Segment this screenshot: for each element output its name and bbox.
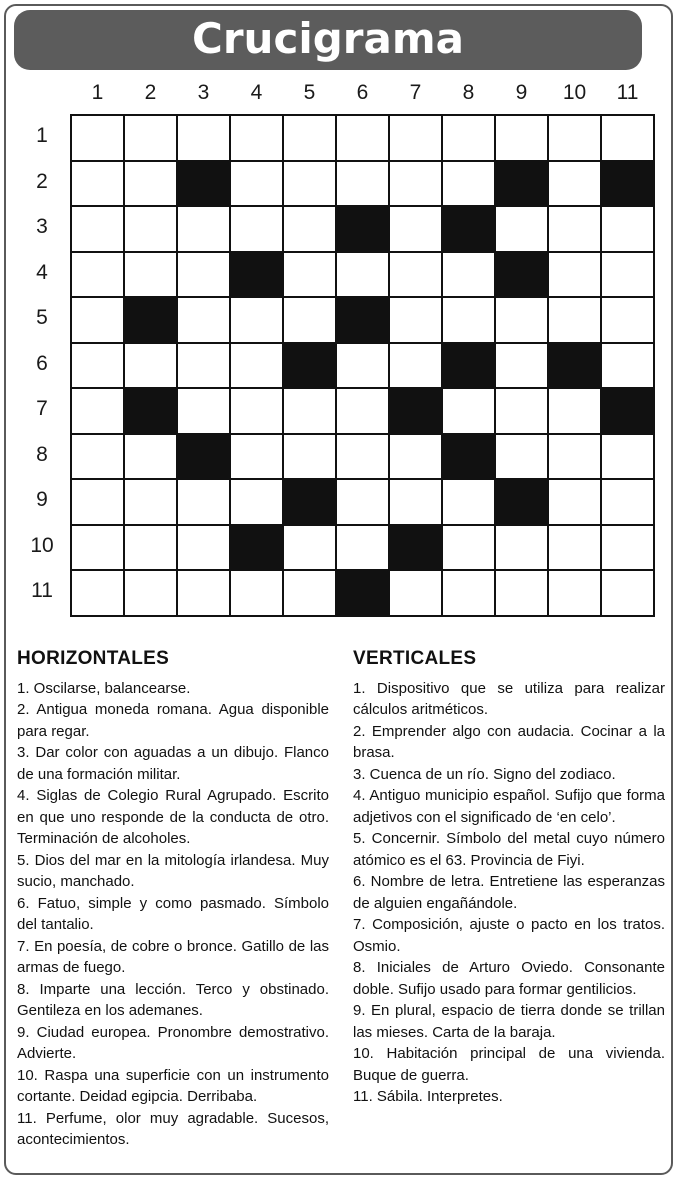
grid-cell[interactable]: [72, 389, 125, 435]
row-number: 9: [36, 488, 48, 511]
grid-cell[interactable]: [390, 116, 443, 162]
clues-vertical: [353, 648, 665, 1108]
grid-cell[interactable]: [125, 116, 178, 162]
grid-cell[interactable]: [72, 480, 125, 526]
black-cell: [602, 389, 655, 435]
grid-cell[interactable]: [496, 571, 549, 617]
clues-horizontal-heading: HORIZONTALES: [17, 648, 170, 669]
grid-cell[interactable]: [178, 207, 231, 253]
grid-cell[interactable]: [337, 344, 390, 390]
grid-cell[interactable]: [443, 253, 496, 299]
grid-cell[interactable]: [602, 435, 655, 481]
grid-cell[interactable]: [549, 207, 602, 253]
grid-cell[interactable]: [72, 344, 125, 390]
column-number: 9: [515, 81, 528, 104]
black-cell: [178, 435, 231, 481]
grid-cell[interactable]: [284, 207, 337, 253]
column-number: 2: [144, 81, 157, 104]
clue-item: 11. Perfume, olor muy agradable. Sucesos, acontecimientos.: [17, 1109, 329, 1148]
grid-cell[interactable]: [72, 298, 125, 344]
grid-cell[interactable]: [602, 571, 655, 617]
grid-cell[interactable]: [284, 116, 337, 162]
clue-item: 2. Emprender algo con audacia. Cocinar a la brasa.: [353, 722, 665, 761]
grid-cell[interactable]: [231, 571, 284, 617]
column-number: 11: [616, 81, 639, 104]
clue-item: 3. Dar color con aguadas a un dibujo. Flanco de una formación militar.: [17, 744, 329, 783]
clue-item: 2. Antigua moneda romana. Agua disponible para regar.: [17, 701, 329, 740]
grid-cell[interactable]: [72, 435, 125, 481]
grid-cell[interactable]: [602, 480, 655, 526]
grid-cell[interactable]: [390, 480, 443, 526]
grid-cell[interactable]: [125, 526, 178, 572]
grid-cell[interactable]: [549, 162, 602, 208]
clue-item: 10. Habitación principal de una vivienda. Buque de guerra.: [353, 1045, 665, 1084]
grid-cell[interactable]: [178, 480, 231, 526]
row-number: 4: [36, 260, 48, 284]
grid-cell[interactable]: [72, 526, 125, 572]
grid-cell[interactable]: [125, 253, 178, 299]
grid-cell[interactable]: [178, 298, 231, 344]
black-cell: [496, 480, 549, 526]
black-cell: [390, 389, 443, 435]
clue-item: 5. Concernir. Símbolo del metal cuyo número atómico es el 63. Provincia de Fiyi.: [353, 830, 665, 869]
column-number: 10: [562, 81, 587, 104]
column-number: 1: [91, 81, 104, 104]
row-number: 8: [36, 442, 48, 466]
grid-cell[interactable]: [231, 162, 284, 208]
row-number: 11: [31, 579, 53, 602]
column-number: 6: [356, 81, 369, 104]
grid-cell[interactable]: [390, 344, 443, 390]
grid-cell[interactable]: [231, 435, 284, 481]
clue-item: 4. Antiguo municipio español. Sufijo que forma adjetivos con el significado de ‘en celo’.: [353, 787, 665, 826]
title-banner: [14, 10, 642, 70]
grid-cell[interactable]: [337, 116, 390, 162]
clue-item: 4. Siglas de Colegio Rural Agrupado. Escrito en que uno responde de la conducta de otro. Terminación de alcoholes.: [17, 787, 329, 847]
row-number: 1: [36, 124, 48, 147]
grid-cell[interactable]: [284, 435, 337, 481]
black-cell: [337, 571, 390, 617]
grid-cell[interactable]: [125, 571, 178, 617]
grid-cell[interactable]: [443, 526, 496, 572]
clue-item: 6. Fatuo, simple y como pasmado. Símbolo del tantalio.: [17, 894, 329, 933]
grid-cell[interactable]: [72, 162, 125, 208]
grid-cell[interactable]: [390, 253, 443, 299]
clue-item: 8. Imparte una lección. Terco y obstinado. Gentileza en los ademanes.: [17, 980, 329, 1019]
clues-vertical-list: [353, 678, 665, 1108]
clue-item: 8. Iniciales de Arturo Oviedo. Consonante doble. Sufijo usado para formar gentilicios.: [353, 959, 665, 998]
grid-cell[interactable]: [337, 253, 390, 299]
grid-cell[interactable]: [178, 253, 231, 299]
grid-cell[interactable]: [178, 389, 231, 435]
grid-cell[interactable]: [443, 116, 496, 162]
grid-cell[interactable]: [284, 526, 337, 572]
grid-cell[interactable]: [549, 526, 602, 572]
column-number: 5: [303, 81, 316, 104]
grid-cell[interactable]: [549, 298, 602, 344]
grid-cell[interactable]: [549, 571, 602, 617]
black-cell: [125, 298, 178, 344]
grid-cell[interactable]: [284, 389, 337, 435]
grid-cell[interactable]: [602, 526, 655, 572]
black-cell: [178, 162, 231, 208]
grid-cell[interactable]: [496, 526, 549, 572]
black-cell: [284, 344, 337, 390]
black-cell: [443, 344, 496, 390]
grid-cell[interactable]: [178, 116, 231, 162]
grid-cell[interactable]: [549, 253, 602, 299]
grid-cell[interactable]: [602, 253, 655, 299]
row-number: 7: [36, 397, 48, 420]
black-cell: [602, 162, 655, 208]
row-number: 3: [36, 215, 48, 238]
grid-cell[interactable]: [390, 162, 443, 208]
row-number: 6: [36, 351, 48, 375]
grid-cell[interactable]: [390, 207, 443, 253]
column-number: 4: [250, 81, 263, 104]
black-cell: [496, 162, 549, 208]
grid-cell[interactable]: [231, 344, 284, 390]
column-number: 3: [197, 81, 210, 104]
grid-cell[interactable]: [125, 207, 178, 253]
clue-item: 1. Dispositivo que se utiliza para realizar cálculos aritméticos.: [353, 679, 665, 718]
clues-horizontal-list: [17, 678, 329, 1151]
black-cell: [284, 480, 337, 526]
grid-cell[interactable]: [390, 435, 443, 481]
row-number: 2: [36, 169, 48, 193]
grid-cell[interactable]: [602, 116, 655, 162]
grid-cell[interactable]: [284, 571, 337, 617]
grid-cell[interactable]: [443, 571, 496, 617]
crossword-grid: [70, 114, 655, 617]
grid-cell[interactable]: [284, 298, 337, 344]
grid-cell[interactable]: [231, 480, 284, 526]
grid-cell[interactable]: [231, 389, 284, 435]
grid-cell[interactable]: [496, 344, 549, 390]
clue-item: 3. Cuenca de un río. Signo del zodiaco.: [353, 765, 616, 783]
grid-cell[interactable]: [72, 116, 125, 162]
black-cell: [231, 526, 284, 572]
grid-cell[interactable]: [496, 116, 549, 162]
grid-cell[interactable]: [602, 344, 655, 390]
grid-cell[interactable]: [602, 298, 655, 344]
grid-cell[interactable]: [231, 207, 284, 253]
grid-cell[interactable]: [125, 162, 178, 208]
grid-cell[interactable]: [549, 116, 602, 162]
grid-cell[interactable]: [231, 116, 284, 162]
clue-item: 1. Oscilarse, balancearse.: [17, 679, 191, 697]
column-number: 8: [462, 81, 475, 104]
grid-cell[interactable]: [443, 389, 496, 435]
black-cell: [496, 253, 549, 299]
grid-cell[interactable]: [337, 480, 390, 526]
row-number: 10: [30, 533, 54, 557]
grid-cell[interactable]: [284, 253, 337, 299]
grid-cell[interactable]: [602, 207, 655, 253]
grid-cell[interactable]: [72, 207, 125, 253]
black-cell: [549, 344, 602, 390]
grid-cell[interactable]: [178, 571, 231, 617]
grid-cell[interactable]: [496, 207, 549, 253]
grid-cell[interactable]: [178, 526, 231, 572]
grid-cell[interactable]: [549, 389, 602, 435]
grid-cell[interactable]: [337, 435, 390, 481]
black-cell: [337, 207, 390, 253]
grid-cell[interactable]: [337, 162, 390, 208]
grid-cell[interactable]: [549, 480, 602, 526]
black-cell: [443, 435, 496, 481]
clue-item: 7. Composición, ajuste o pacto en los tratos. Osmio.: [353, 916, 665, 955]
clue-item: 9. Ciudad europea. Pronombre demostrativo. Advierte.: [17, 1023, 329, 1062]
clue-item: 7. En poesía, de cobre o bronce. Gatillo de las armas de fuego.: [17, 937, 329, 976]
clue-item: 11. Sábila. Interpretes.: [353, 1088, 503, 1105]
grid-cell[interactable]: [231, 298, 284, 344]
grid-cell[interactable]: [390, 571, 443, 617]
column-number: 7: [409, 81, 422, 104]
black-cell: [337, 298, 390, 344]
grid-cell[interactable]: [125, 480, 178, 526]
grid-cell[interactable]: [72, 253, 125, 299]
grid-cell[interactable]: [125, 344, 178, 390]
grid-cell[interactable]: [496, 298, 549, 344]
grid-cell[interactable]: [496, 389, 549, 435]
grid-cell[interactable]: [390, 298, 443, 344]
clues-vertical-heading: VERTICALES: [353, 648, 477, 669]
grid-cell[interactable]: [337, 526, 390, 572]
grid-cell[interactable]: [72, 571, 125, 617]
black-cell: [231, 253, 284, 299]
grid-cell[interactable]: [178, 344, 231, 390]
black-cell: [125, 389, 178, 435]
grid-cell[interactable]: [549, 435, 602, 481]
grid-cell[interactable]: [496, 435, 549, 481]
clue-item: 10. Raspa una superficie con un instrumento cortante. Deidad egipcia. Derribaba.: [17, 1066, 329, 1105]
clues-horizontal: [17, 648, 329, 1151]
clue-item: 5. Dios del mar en la mitología irlandesa. Muy sucio, manchado.: [17, 851, 329, 890]
page-title: Crucigrama: [192, 14, 464, 63]
grid-cell[interactable]: [443, 480, 496, 526]
black-cell: [390, 526, 443, 572]
grid-cell[interactable]: [443, 298, 496, 344]
grid-cell[interactable]: [443, 162, 496, 208]
black-cell: [443, 207, 496, 253]
grid-cell[interactable]: [284, 162, 337, 208]
row-number: 5: [36, 306, 48, 329]
clue-item: 9. En plural, espacio de tierra donde se trillan las mieses. Carta de la baraja.: [353, 1002, 665, 1041]
grid-cell[interactable]: [337, 389, 390, 435]
grid-cell[interactable]: [125, 435, 178, 481]
clue-item: 6. Nombre de letra. Entretiene las esperanzas de alguien engañándole.: [353, 873, 665, 912]
